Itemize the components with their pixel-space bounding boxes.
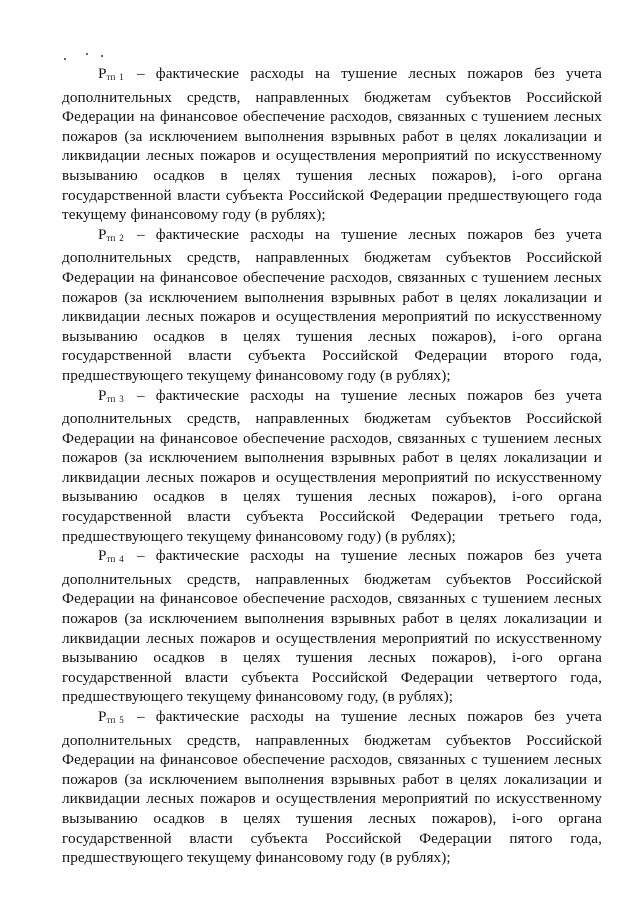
variable-symbol bbox=[98, 547, 126, 564]
definition-paragraph-4 bbox=[62, 546, 602, 707]
symbol-index: 2 bbox=[119, 232, 124, 243]
definition-text: – фактические расходы на тушение лесных пожаров без учета дополнительных средств, направленных бюджетам субъектов Российской Федерации на финансовое обеспечение расходов, связанных с тушением лесных пожаров (за исключением выполнения взрывных работ в целях локализации и ликвидации лесных пожаров и осуществления мероприятий по искусственному вызыванию осадков в целях тушения лесных пожаров), i-ого органа государственной власти субъекта Российской Федерации пятого года, предшествующего текущему финансовому году (в рублях); bbox=[62, 708, 602, 867]
scan-speck bbox=[101, 55, 103, 57]
symbol-index: 3 bbox=[119, 393, 124, 404]
definition-text: – фактические расходы на тушение лесных пожаров без учета дополнительных средств, направленных бюджетам субъектов Российской Федерации на финансовое обеспечение расходов, связанных с тушением лесных пожаров (за исключением выполнения взрывных работ в целях локализации и ликвидации лесных пожаров и осуществления мероприятий по искусственному вызыванию осадков в целях тушения лесных пожаров), i-ого органа государственной власти субъекта Российской Федерации третьего года, предшествующего текущему финансовому году) (в рублях); bbox=[62, 386, 602, 545]
symbol-subscript: тп bbox=[106, 715, 116, 725]
definition-text: – фактические расходы на тушение лесных пожаров без учета дополнительных средств, направленных бюджетам субъектов Российской Федерации на финансовое обеспечение расходов, связанных с тушением лесных пожаров (за исключением выполнения взрывных работ в целях локализации и ликвидации лесных пожаров и осуществления мероприятий по искусственному вызыванию осадков в целях тушения лесных пожаров), i-ого органа государственной власти субъекта Российской Федерации четвертого года, предшествующего текущему финансовому году, (в рублях); bbox=[62, 547, 602, 706]
symbol-letter: P bbox=[98, 65, 107, 82]
symbol-subscript: тп bbox=[106, 393, 116, 404]
scan-speck bbox=[64, 58, 66, 60]
symbol-subscript: тп bbox=[106, 554, 116, 565]
definition-text: – фактические расходы на тушение лесных пожаров без учета дополнительных средств, направленных бюджетам субъектов Российской Федерации на финансовое обеспечение расходов, связанных с тушением лесных пожаров (за исключением выполнения взрывных работ в целях локализации и ликвидации лесных пожаров и осуществления мероприятий по искусственному вызыванию осадков в целях тушения лесных пожаров), i-ого органа государственной власти субъекта Российской Федерации второго года, предшествующего текущему финансовому году (в рублях); bbox=[62, 225, 602, 384]
symbol-index: 5 bbox=[119, 715, 124, 725]
definition-paragraph-1 bbox=[62, 64, 602, 225]
variable-symbol bbox=[98, 65, 126, 82]
definition-paragraph-3 bbox=[62, 386, 602, 547]
variable-symbol bbox=[98, 226, 126, 243]
symbol-subscript: тп bbox=[106, 72, 116, 82]
symbol-subscript: тп bbox=[106, 232, 116, 243]
variable-symbol bbox=[98, 708, 126, 725]
symbol-letter: P bbox=[98, 547, 107, 565]
symbol-index: 1 bbox=[119, 72, 124, 82]
symbol-letter: P bbox=[98, 386, 107, 404]
symbol-letter: P bbox=[98, 225, 107, 243]
definition-paragraph-5 bbox=[62, 707, 602, 868]
definition-paragraph-2 bbox=[62, 225, 602, 386]
variable-symbol bbox=[98, 387, 126, 404]
document-page bbox=[62, 64, 602, 868]
scan-speck bbox=[86, 53, 88, 55]
symbol-letter: P bbox=[98, 708, 107, 725]
symbol-index: 4 bbox=[119, 554, 124, 565]
definition-text: – фактические расходы на тушение лесных пожаров без учета дополнительных средств, направленных бюджетам субъектов Российской Федерации на финансовое обеспечение расходов, связанных с тушением лесных пожаров (за исключением выполнения взрывных работ в целях локализации и ликвидации лесных пожаров и осуществления мероприятий по искусственному вызыванию осадков в целях тушения лесных пожаров), i-ого органа государственной власти субъекта Российской Федерации предшествующего года текущему финансовому году (в рублях); bbox=[62, 65, 602, 224]
